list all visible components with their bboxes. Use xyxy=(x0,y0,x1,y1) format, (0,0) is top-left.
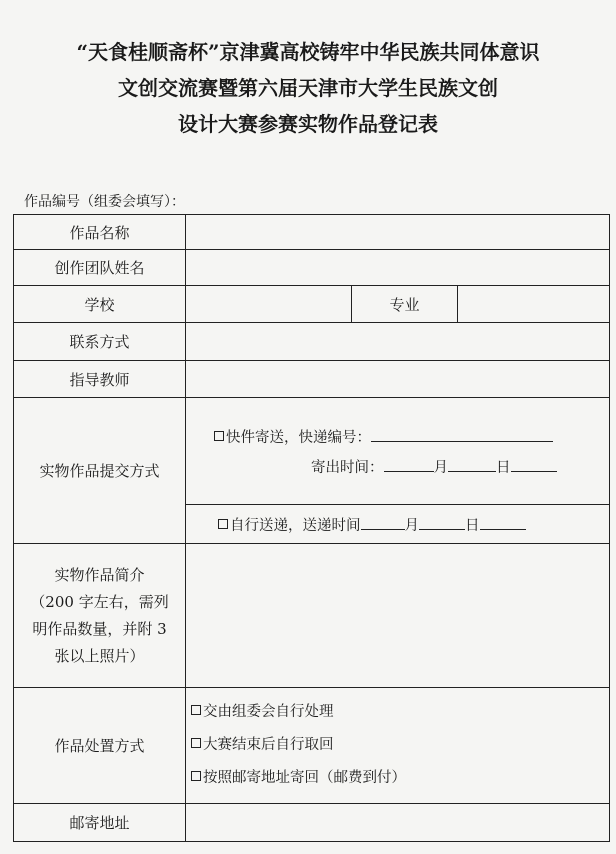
disposal-checkbox-3[interactable] xyxy=(191,771,201,781)
disposal-label: 作品处置方式 xyxy=(14,688,186,804)
disposal-option-1[interactable] xyxy=(186,696,609,729)
mail-address-label: 邮寄地址 xyxy=(14,804,186,842)
contact-cell[interactable] xyxy=(186,323,610,361)
team-names-label: 创作团队姓名 xyxy=(14,250,186,286)
title-line-2: 文创交流赛暨第六届天津市大学生民族文创 xyxy=(118,76,498,100)
delivery-month-blank[interactable] xyxy=(361,515,405,530)
row-intro xyxy=(14,544,610,688)
intro-cell[interactable] xyxy=(186,544,610,688)
delivery-day-blank[interactable] xyxy=(419,515,465,530)
title-line-1: “天食桂顺斋杯”京津冀高校铸牢中华民族共同体意识 xyxy=(76,40,540,64)
row-disposal xyxy=(14,688,610,804)
courier-checkbox[interactable] xyxy=(214,431,224,441)
intro-label-line-4: 张以上照片） xyxy=(54,646,145,665)
major-cell[interactable] xyxy=(458,286,610,323)
disposal-option-3[interactable] xyxy=(186,762,609,795)
work-name-label: 作品名称 xyxy=(14,215,186,250)
self-delivery-checkbox[interactable] xyxy=(218,519,228,529)
form-title xyxy=(0,34,616,142)
intro-label-line-2: （200 字左右，需列 xyxy=(30,592,169,611)
row-school xyxy=(14,286,610,323)
self-delivery-label: 自行送递，送递时间 xyxy=(230,517,361,534)
courier-label: 快件寄送，快递编号： xyxy=(226,429,371,446)
title-line-3: 设计大赛参赛实物作品登记表 xyxy=(178,112,438,136)
courier-cell xyxy=(186,398,610,505)
send-time-label: 寄出时间： xyxy=(311,459,384,476)
intro-label xyxy=(14,544,186,688)
disposal-checkbox-2[interactable] xyxy=(191,738,201,748)
team-names-cell[interactable] xyxy=(186,250,610,286)
row-work-name xyxy=(14,215,610,250)
disposal-option-2[interactable] xyxy=(186,729,609,762)
school-cell[interactable] xyxy=(186,286,352,323)
intro-label-line-1: 实物作品简介 xyxy=(54,565,145,584)
submission-method-label: 实物作品提交方式 xyxy=(14,398,186,544)
delivery-trailing-blank[interactable] xyxy=(480,515,526,530)
registration-table xyxy=(13,214,610,842)
disposal-checkbox-1[interactable] xyxy=(191,705,201,715)
work-name-cell[interactable] xyxy=(186,215,610,250)
mail-address-cell[interactable] xyxy=(186,804,610,842)
row-advisor xyxy=(14,361,610,398)
disposal-option-1-label: 交由组委会自行处理 xyxy=(203,704,334,720)
self-delivery-line xyxy=(186,514,609,535)
work-number-label: 作品编号（组委会填写）： xyxy=(24,194,185,210)
courier-line xyxy=(186,426,609,447)
send-day-blank[interactable] xyxy=(448,457,496,472)
send-time-line xyxy=(186,456,609,477)
row-mail-address xyxy=(14,804,610,842)
delivery-day-label: 日 xyxy=(465,517,480,534)
send-trailing-blank[interactable] xyxy=(511,457,557,472)
disposal-option-3-label: 按照邮寄地址寄回（邮费到付） xyxy=(203,770,406,786)
disposal-options-cell xyxy=(186,688,610,804)
send-month-label: 月 xyxy=(433,459,448,476)
advisor-cell[interactable] xyxy=(186,361,610,398)
send-month-blank[interactable] xyxy=(384,457,434,472)
delivery-month-label: 月 xyxy=(404,517,419,534)
major-label: 专业 xyxy=(352,286,458,323)
row-team-names xyxy=(14,250,610,286)
advisor-label: 指导教师 xyxy=(14,361,186,398)
school-label: 学校 xyxy=(14,286,186,323)
tracking-number-blank[interactable] xyxy=(371,427,553,442)
disposal-option-2-label: 大赛结束后自行取回 xyxy=(203,737,334,753)
self-delivery-cell xyxy=(186,505,610,544)
row-courier xyxy=(14,398,610,505)
row-contact xyxy=(14,323,610,361)
send-day-label: 日 xyxy=(496,459,511,476)
intro-label-line-3: 明作品数量，并附 3 xyxy=(32,619,167,638)
contact-label: 联系方式 xyxy=(14,323,186,361)
